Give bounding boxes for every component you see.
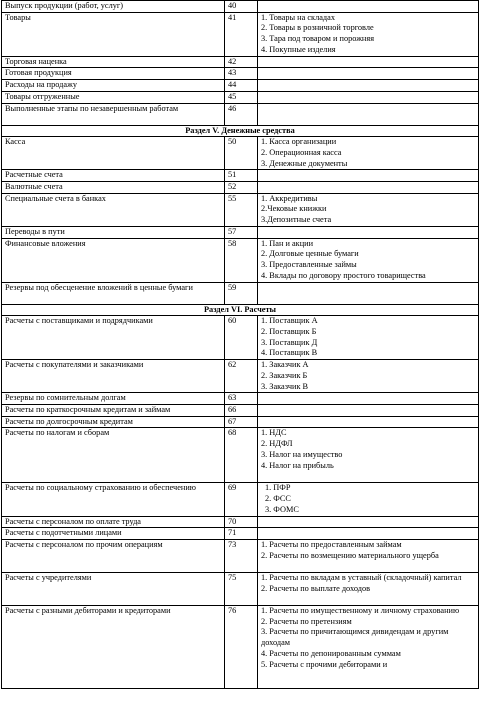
account-code: 66 [225,405,258,417]
account-row [2,193,479,226]
account-row [2,170,479,182]
account-name: Товары отгруженные [2,91,225,103]
subaccount-item: 3. Денежные документы [261,158,348,168]
account-row [2,238,479,282]
account-name: Расчеты с покупателями и заказчиками [2,360,225,393]
account-name: Расчеты с разными дебиторами и кредиторами [2,605,225,688]
subaccount-item: 2. Долговые ценные бумаги [261,249,359,259]
account-name: Выполненные этапы по незавершенным работам [2,103,225,125]
account-row [2,80,479,92]
subaccount-item: 2. Операционная касса [261,147,342,157]
subaccount-item: 3.Депозитные счета [261,215,332,225]
account-code: 67 [225,416,258,428]
account-code: 63 [225,393,258,405]
chart-of-accounts-table [1,0,479,689]
subaccount-list [258,137,479,170]
subaccount-list [258,238,479,282]
subaccount-item: 1. НДС [261,428,287,438]
subaccount-item: 3. Тара под товаром и порожняя [261,34,375,44]
subaccount-list [258,483,479,516]
subaccount-list [258,428,479,483]
subaccount-item: 3. ФОМС [265,504,299,514]
account-code: 58 [225,238,258,282]
subaccount-item: 2. НДФЛ [261,439,293,449]
subaccount-item: 4. Вклады по договору простого товарищества [261,270,426,280]
account-name: Расчетные счета [2,170,225,182]
account-row [2,68,479,80]
section-title: Раздел VI. Расчеты [2,304,479,316]
table-body [2,1,479,689]
account-code: 43 [225,68,258,80]
account-name: Расчеты по социальному страхованию и обеспечению [2,483,225,516]
account-name: Касса [2,137,225,170]
subaccount-item: 2. Расчеты по претензиям [261,616,352,626]
section-title: Раздел V. Денежные средства [2,125,479,137]
account-name: Финансовые вложения [2,238,225,282]
subaccount-list [258,572,479,605]
account-code: 41 [225,12,258,56]
account-name: Торговая наценка [2,56,225,68]
account-name: Расчеты с персоналом по прочим операциям [2,539,225,572]
document-page [1,0,478,689]
subaccount-list [258,182,479,194]
section-row [2,125,479,137]
subaccount-list [258,316,479,360]
account-row [2,516,479,528]
subaccount-item: 3. Заказчик В [261,381,309,391]
subaccount-list [258,68,479,80]
account-name: Товары [2,12,225,56]
account-row [2,282,479,304]
subaccount-item: 4. Покупные изделия [261,44,336,54]
subaccount-item: 2. Расчеты по выплате доходов [261,583,371,593]
account-code: 60 [225,316,258,360]
account-code: 68 [225,428,258,483]
subaccount-item: 3. Расчеты по причитающимся дивидендам и другим доходам [261,627,449,648]
account-name: Резервы под обесценение вложений в ценные бумаги [2,282,225,304]
account-name: Специальные счета в банках [2,193,225,226]
subaccount-item: 2. Расчеты по возмещению материального ущерба [261,550,439,560]
subaccount-list [258,1,479,13]
subaccount-list [258,605,479,688]
subaccount-item: 4. Расчеты по депонированным суммам [261,648,401,658]
account-row [2,182,479,194]
subaccount-item: 1. ПФР [265,483,291,493]
account-row [2,428,479,483]
account-name: Расчеты с учредителями [2,572,225,605]
subaccount-item: 1. Расчеты по предоставленным займам [261,539,402,549]
subaccount-list [258,405,479,417]
account-code: 76 [225,605,258,688]
subaccount-item: 1. Пан и акции [261,238,314,248]
subaccount-item: 1. Расчеты по вкладам в уставный (складочный) капитал [261,572,462,582]
account-code: 45 [225,91,258,103]
account-code: 57 [225,226,258,238]
account-row [2,539,479,572]
account-row [2,137,479,170]
subaccount-list [258,282,479,304]
account-row [2,528,479,540]
account-row [2,405,479,417]
account-code: 42 [225,56,258,68]
subaccount-item: 1. Заказчик А [261,360,309,370]
subaccount-item: 4. Поставщик В [261,348,318,358]
subaccount-item: 3. Налог на имущество [261,449,343,459]
account-name: Расчеты по краткосрочным кредитам и займам [2,405,225,417]
account-code: 62 [225,360,258,393]
subaccount-item: 1. Касса организации [261,137,337,147]
account-code: 70 [225,516,258,528]
subaccount-list [258,193,479,226]
subaccount-list [258,226,479,238]
subaccount-list [258,416,479,428]
subaccount-list [258,80,479,92]
account-row [2,483,479,516]
account-code: 46 [225,103,258,125]
subaccount-item: 2. Заказчик Б [261,370,308,380]
subaccount-list [258,360,479,393]
subaccount-item: 2. Товары в розничной торговле [261,23,374,33]
account-name: Выпуск продукции (работ, услуг) [2,1,225,13]
subaccount-list [258,103,479,125]
account-row [2,316,479,360]
subaccount-list [258,516,479,528]
account-name: Готовая продукция [2,68,225,80]
account-name: Резервы по сомнительным долгам [2,393,225,405]
subaccount-item: 3. Предоставленные займы [261,259,357,269]
account-code: 75 [225,572,258,605]
account-row [2,360,479,393]
subaccount-list [258,539,479,572]
subaccount-list [258,393,479,405]
account-code: 59 [225,282,258,304]
account-row [2,12,479,56]
subaccount-item: 2. Поставщик Б [261,326,317,336]
account-name: Расходы на продажу [2,80,225,92]
subaccount-list [258,56,479,68]
subaccount-item: 1. Поставщик А [261,316,318,326]
account-name: Расчеты по долгосрочным кредитам [2,416,225,428]
account-row [2,1,479,13]
account-name: Валютные счета [2,182,225,194]
subaccount-item: 5. Расчеты с прочими дебиторами и [261,659,388,669]
account-row [2,103,479,125]
subaccount-item: 2. ФСС [265,494,291,504]
account-code: 50 [225,137,258,170]
subaccount-list [258,528,479,540]
account-code: 55 [225,193,258,226]
account-row [2,572,479,605]
account-code: 44 [225,80,258,92]
account-row [2,416,479,428]
account-name: Переводы в пути [2,226,225,238]
account-row [2,56,479,68]
account-name: Расчеты с поставщиками и подрядчиками [2,316,225,360]
subaccount-item: 1. Товары на складах [261,12,335,22]
account-code: 52 [225,182,258,194]
account-name: Расчеты с подотчетными лицами [2,528,225,540]
account-row [2,91,479,103]
account-code: 40 [225,1,258,13]
section-row [2,304,479,316]
account-row [2,605,479,688]
subaccount-list [258,12,479,56]
account-name: Расчеты с персоналом по оплате труда [2,516,225,528]
account-code: 51 [225,170,258,182]
subaccount-item: 3. Поставщик Д [261,337,318,347]
subaccount-item: 4. Налог на прибыль [261,460,334,470]
subaccount-item: 1. Аккредитивы [261,193,318,203]
account-code: 73 [225,539,258,572]
account-code: 69 [225,483,258,516]
account-name: Расчеты по налогам и сборам [2,428,225,483]
subaccount-list [258,170,479,182]
subaccount-list [258,91,479,103]
account-row [2,226,479,238]
subaccount-item: 1. Расчеты по имущественному и личному страхованию [261,605,460,615]
account-row [2,393,479,405]
subaccount-item: 2.Чековые книжки [261,204,327,214]
account-code: 71 [225,528,258,540]
